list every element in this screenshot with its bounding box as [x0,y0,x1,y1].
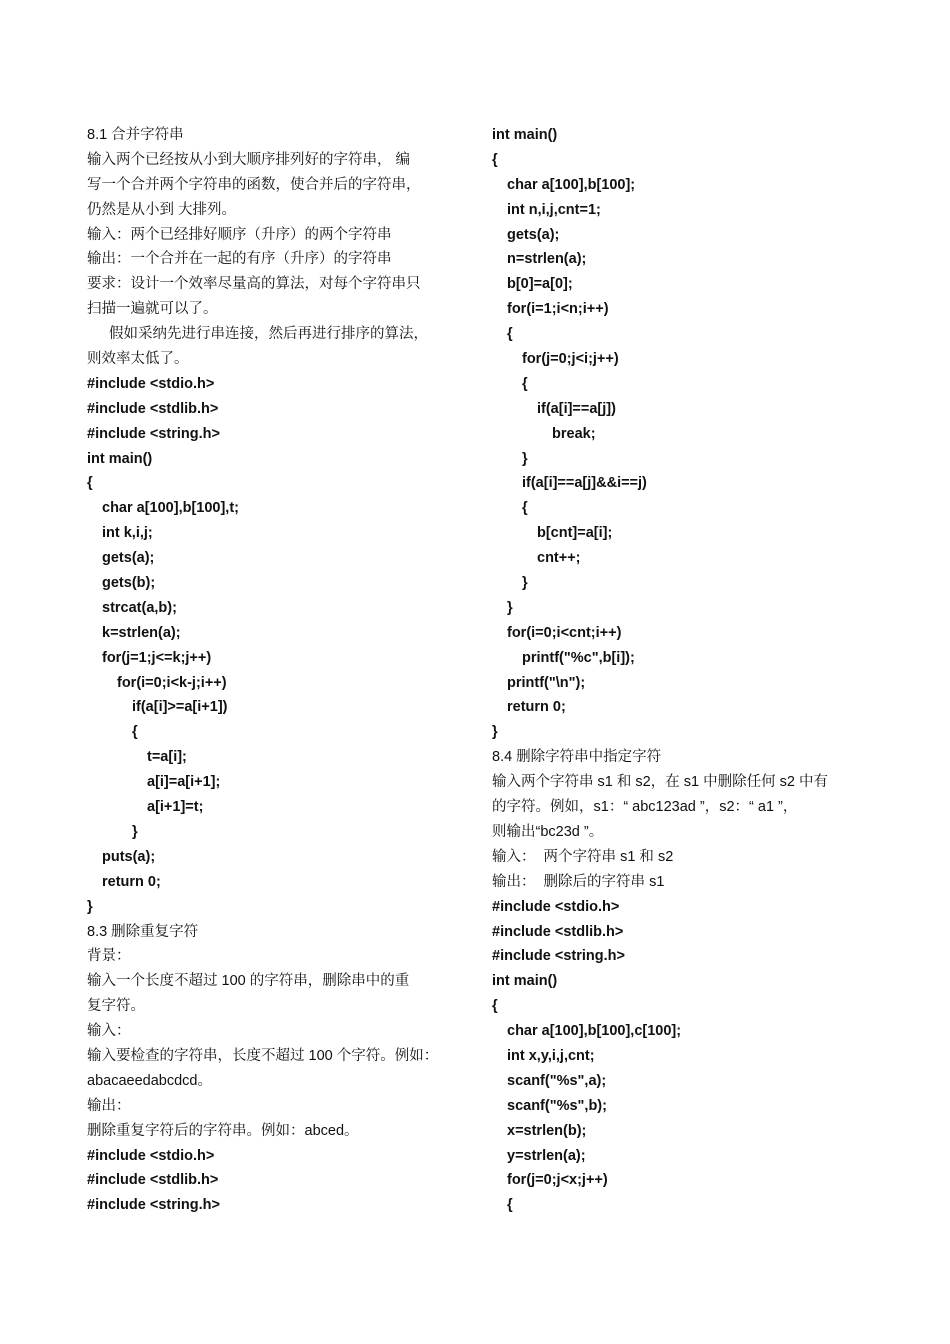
text-line: 输入两个字符串 s1 和 s2，在 s1 中删除任何 s2 中有 [492,774,828,791]
text-line: 输入： 两个字符串 s1 和 s2 [492,848,674,865]
code-line: scanf("%s",b); [507,1097,607,1114]
code-line: { [522,375,528,392]
code-line: } [87,898,93,915]
code-line: y=strlen(a); [507,1147,586,1164]
code-line: } [522,450,528,467]
text-line: 输入要检查的字符串，长度不超过 100 个字符。例如： [87,1047,439,1064]
text-line: 8.1 合并字符串 [87,127,184,143]
code-line: int main() [492,127,558,143]
code-line: printf("\n"); [507,674,586,691]
code-line: if(a[i]==a[j]&&i==j) [522,475,647,492]
code-line: gets(a); [102,550,155,567]
text-line: 输出：一个合并在一起的有序（升序）的字符串 [87,251,392,268]
code-line: b[cnt]=a[i]; [537,525,613,542]
text-line: 扫描一遍就可以了。 [87,301,218,318]
code-line: break; [552,425,596,442]
code-line: scanf("%s",a); [507,1072,607,1089]
code-line: for(i=0;i<cnt;i++) [507,624,622,641]
text-line: 输入两个已经按从小到大顺序排列好的字符串， 编 [87,151,411,168]
code-line: strcat(a,b); [102,599,177,616]
code-line: for(i=1;i<n;i++) [507,301,609,318]
code-line: if(a[i]>=a[i+1]) [132,699,228,716]
code-line: puts(a); [102,848,156,865]
code-line: { [87,475,93,492]
code-line: { [492,998,498,1015]
code-line: #include <stdio.h> [87,1147,215,1164]
code-line: } [132,823,138,840]
code-line: char a[100],b[100],c[100]; [507,1023,682,1040]
code-line: #include <stdio.h> [492,898,620,915]
text-line: 则输出“bc23d ”。 [492,823,604,840]
code-line: #include <stdlib.h> [87,400,219,417]
code-line: a[i+1]=t; [147,799,204,816]
code-line: int main() [492,973,558,990]
code-line: cnt++; [537,550,581,567]
code-line: #include <string.h> [492,948,625,965]
code-line: return 0; [102,873,161,890]
code-line: int main() [87,450,153,467]
text-line: 的字符。例如，s1：“ abc123ad ”，s2：“ a1 ”， [492,799,798,816]
code-line: #include <string.h> [87,425,220,442]
text-line: 输入一个长度不超过 100 的字符串，删除串中的重 [87,973,410,990]
text-line: 背景： [87,948,131,965]
code-line: for(i=0;i<k-j;i++) [117,674,227,691]
text-line: 输出： 删除后的字符串 s1 [492,873,665,890]
code-line: gets(b); [102,575,156,592]
text-line: 复字符。 [87,998,145,1015]
code-line: { [507,326,513,343]
text-line: 仍然是从小到 大排列。 [87,201,237,218]
code-line: char a[100],b[100],t; [102,500,239,517]
code-line: char a[100],b[100]; [507,176,636,193]
code-line: return 0; [507,699,566,716]
right-column [492,123,872,1218]
code-line: x=strlen(b); [507,1122,587,1139]
code-line: { [492,151,498,168]
text-line: abacaeedabcdcd。 [87,1072,212,1089]
code-line: int x,y,i,j,cnt; [507,1047,595,1064]
code-line: if(a[i]==a[j]) [537,400,616,417]
code-line: n=strlen(a); [507,251,587,268]
code-line: { [522,500,528,517]
text-line: 写一个合并两个字符串的函数，使合并后的字符串， [87,176,421,193]
code-line: printf("%c",b[i]); [522,649,635,666]
text-line: 则效率太低了。 [87,351,189,368]
text-line: 输出： [87,1097,131,1114]
code-line: gets(a); [507,226,560,243]
code-line: #include <string.h> [87,1197,220,1214]
code-line: #include <stdio.h> [87,375,215,392]
code-line: a[i]=a[i+1]; [147,774,221,791]
text-line: 删除重复字符后的字符串。例如：abced。 [87,1122,359,1139]
text-line: 要求：设计一个效率尽量高的算法，对每个字符串只 [87,276,421,293]
code-line: int n,i,j,cnt=1; [507,201,601,218]
code-line: #include <stdlib.h> [492,923,624,940]
code-line: } [522,575,528,592]
code-line: { [132,724,138,741]
text-line: 输入：两个已经排好顺序（升序）的两个字符串 [87,226,392,243]
text-line: 8.3 删除重复字符 [87,923,199,940]
code-line: #include <stdlib.h> [87,1172,219,1189]
code-line: } [492,724,498,741]
code-line: for(j=0;j<x;j++) [507,1172,608,1189]
code-line: k=strlen(a); [102,624,181,641]
code-line: for(j=1;j<=k;j++) [102,649,212,666]
left-column [87,123,472,1218]
code-line: for(j=0;j<i;j++) [522,351,619,368]
code-line: int k,i,j; [102,525,153,542]
code-line: b[0]=a[0]; [507,276,573,293]
code-line: t=a[i]; [147,749,187,766]
text-line: 输入： [87,1023,131,1040]
text-line: 8.4 删除字符串中指定字符 [492,749,662,766]
code-line: { [507,1197,513,1214]
text-line: 假如采纳先进行串连接，然后再进行排序的算法， [109,326,428,343]
code-line: } [507,599,513,616]
